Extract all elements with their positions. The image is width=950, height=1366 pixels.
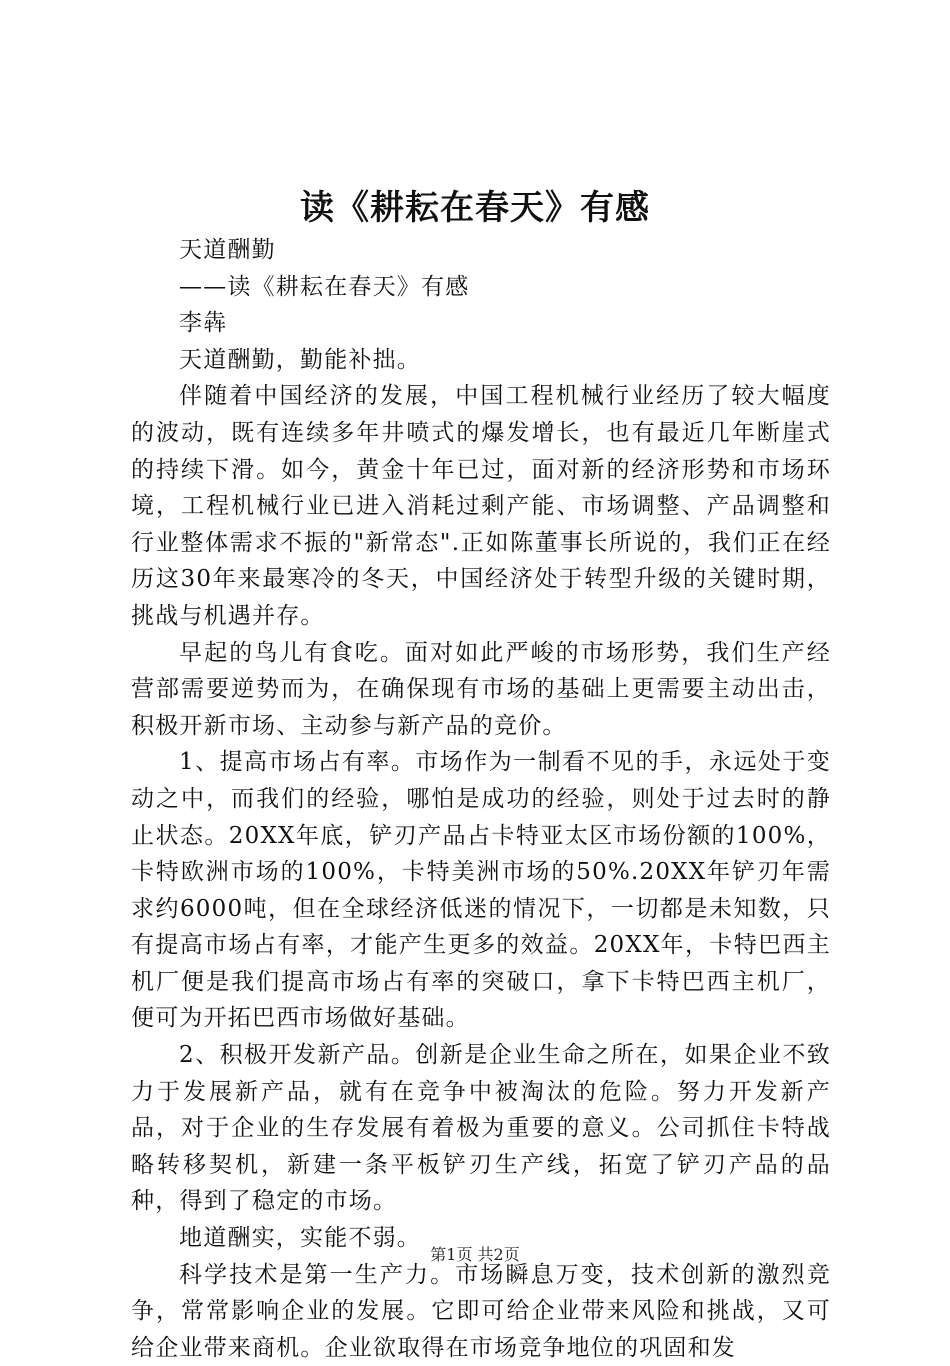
document-title: 读《耕耘在春天》有感 [300,188,650,228]
body-paragraph: 早起的鸟儿有食吃。面对如此严峻的市场形势，我们生产经营部需要逆势而为，在确保现有市场的基础上更需要主动出击，积极开新市场、主动参与新产品的竞价。 [131,639,831,739]
author-line: 李犇 [179,310,228,337]
body-paragraph: 科学技术是第一生产力。市场瞬息万变，技术创新的激烈竞争，常常影响企业的发展。它即可给企业带来风险和挑战，又可给企业带来商机。企业欲取得在市场竞争地位的巩固和发 [131,1261,831,1361]
body-paragraph: 伴随着中国经济的发展，中国工程机械行业经历了较大幅度的波动，既有连续多年井喷式的爆发增长，也有最近几年断崖式的持续下滑。如今，黄金十年已过，面对新的经济形势和市场环境，工程机械行业已进入消耗过剩产能、市场调整、产品调整和行业整体需求不振的"新常态".正如陈董事长所说的，我们正在经历这30年来最寒冷的冬天，中国经济处于转型升级的关键时期，挑战与机遇并存。 [131,383,831,629]
body-paragraph: 1、提高市场占有率。市场作为一制看不见的手，永远处于变动之中，而我们的经验，哪怕是成功的经验，则处于过去时的静止状态。20XX年底，铲刃产品占卡特亚太区市场份额的100%，卡特欧洲市场的100%，卡特美洲市场的50%.20XX年铲刃年需求约6000吨，但在全球经济低迷的情况下，一切都是未知数，只有提高市场占有率，才能产生更多的效益。20XX年，卡特巴西主机厂便是我们提高市场占有率的突破口，拿下卡特巴西主机厂，便可为开拓巴西市场做好基础。 [131,749,831,1032]
document-body [131,232,831,1366]
page-number-footer: 第1页 共2页 [430,1245,520,1264]
body-paragraph: 天道酬勤，勤能补拙。 [179,346,421,373]
body-paragraph: 地道酬实，实能不弱。 [179,1225,421,1252]
body-paragraph: 2、积极开发新产品。创新是企业生命之所在，如果企业不致力于发展新产品，就有在竞争中被淘汰的危险。努力开发新产品，对于企业的生存发展有着极为重要的意义。公司抓住卡特战略转移契机，新建一条平板铲刃生产线，拓宽了铲刃产品的品种，得到了稳定的市场。 [131,1042,831,1215]
subtitle-line: ——读《耕耘在春天》有感 [179,273,470,300]
subtitle-line: 天道酬勤 [179,237,276,263]
